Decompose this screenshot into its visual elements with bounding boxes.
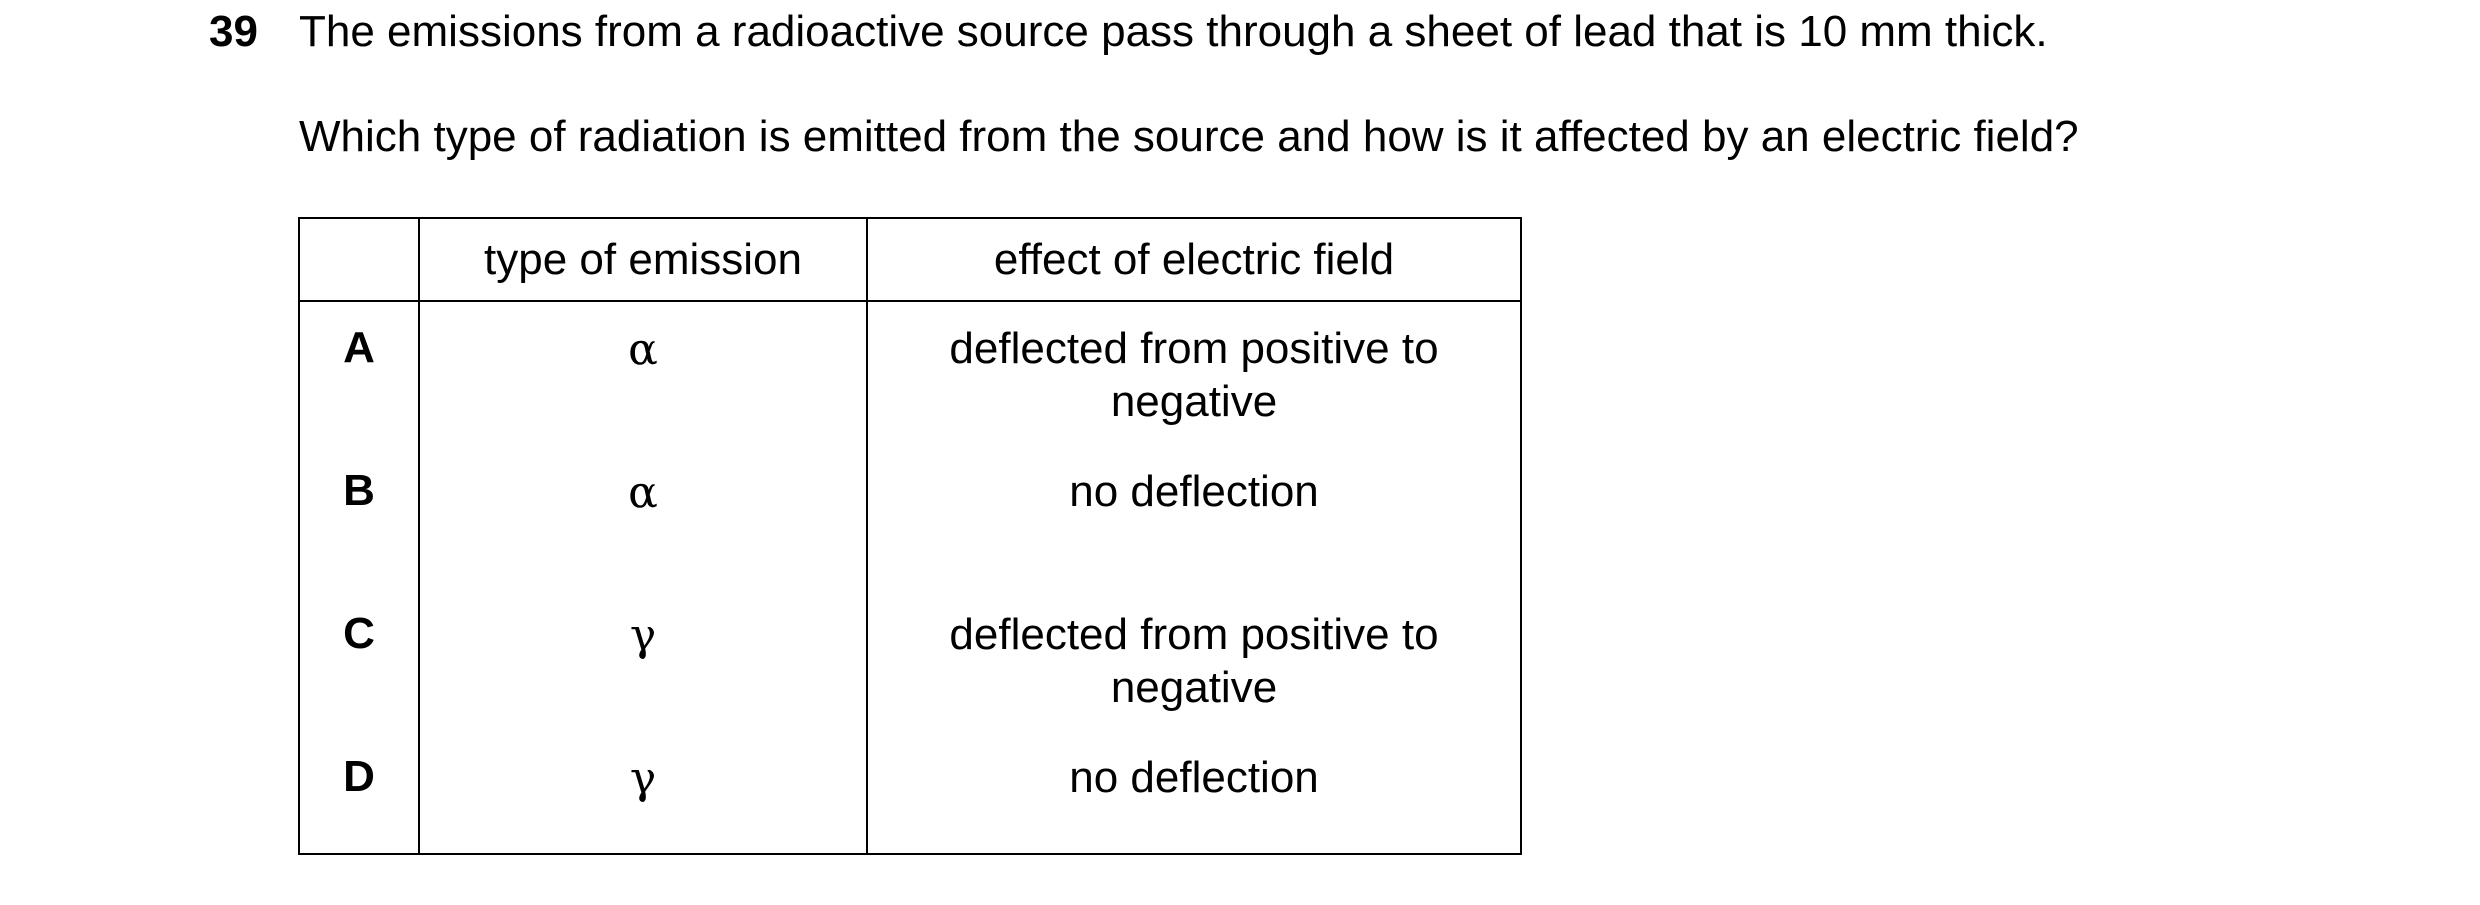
header-effect-of-electric-field: effect of electric field xyxy=(867,218,1521,301)
option-key-cell xyxy=(299,588,419,731)
effect-text: no deflection xyxy=(1069,467,1319,516)
option-key: D xyxy=(343,752,375,801)
emission-type: α xyxy=(628,324,658,375)
header-key xyxy=(299,218,419,301)
effect-text: no deflection xyxy=(1069,753,1319,802)
option-row-d[interactable] xyxy=(299,731,1521,854)
effect-cell xyxy=(867,301,1521,445)
emission-type-cell xyxy=(419,445,867,588)
question-number: 39 xyxy=(209,7,258,56)
effect-text: deflected from positive to negative xyxy=(949,324,1439,426)
option-key: C xyxy=(343,609,375,658)
emission-type: γ xyxy=(629,753,657,804)
option-key: B xyxy=(343,466,375,515)
emission-type-cell xyxy=(419,588,867,731)
option-row-a[interactable] xyxy=(299,301,1521,445)
effect-cell xyxy=(867,731,1521,854)
effect-text: deflected from positive to negative xyxy=(949,610,1439,712)
option-row-b[interactable] xyxy=(299,445,1521,588)
header-type-of-emission: type of emission xyxy=(419,218,867,301)
table-header-row xyxy=(299,218,1521,301)
question-stem: The emissions from a radioactive source pass through a sheet of lead that is 10 mm thick. xyxy=(299,7,2048,56)
option-key-cell xyxy=(299,301,419,445)
emission-type-cell xyxy=(419,301,867,445)
option-key-cell xyxy=(299,445,419,588)
emission-type-cell xyxy=(419,731,867,854)
question-prompt: Which type of radiation is emitted from the source and how is it affected by an electric field? xyxy=(299,112,2079,161)
effect-cell xyxy=(867,588,1521,731)
emission-type: γ xyxy=(629,610,657,661)
effect-cell xyxy=(867,445,1521,588)
option-key-cell xyxy=(299,731,419,854)
option-key: A xyxy=(343,323,375,372)
answer-options-table xyxy=(298,217,1522,855)
option-row-c[interactable] xyxy=(299,588,1521,731)
emission-type: α xyxy=(628,467,658,518)
